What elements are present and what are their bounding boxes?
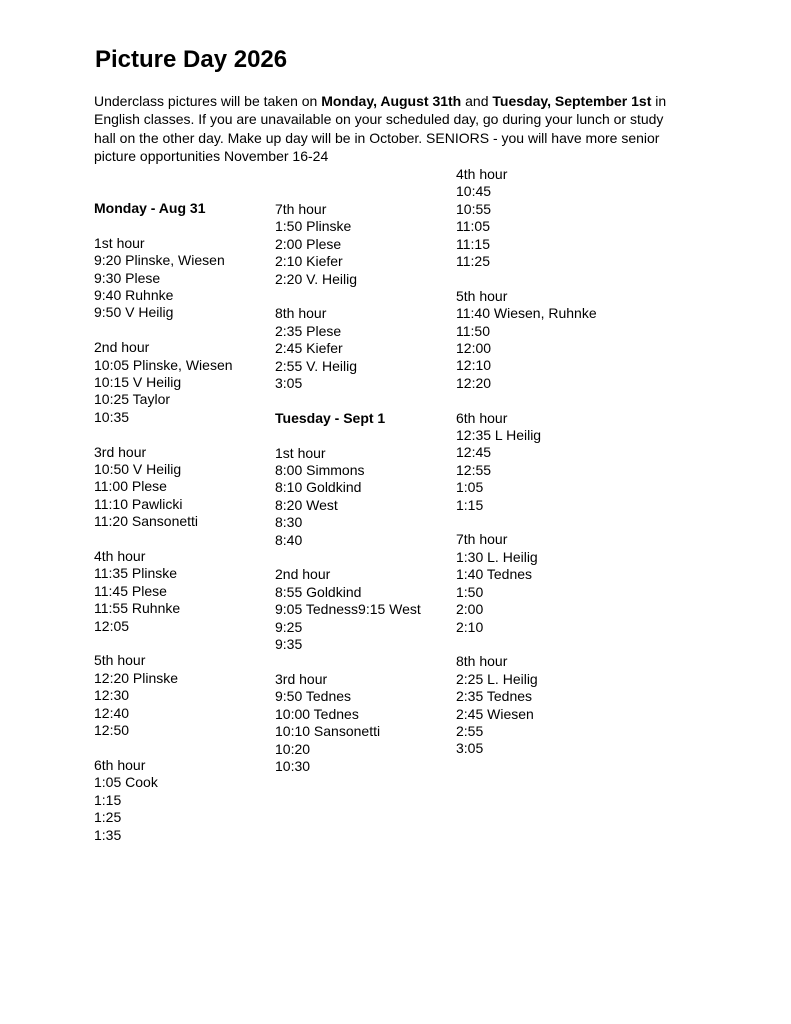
schedule-entry: 3rd hour — [94, 443, 147, 460]
schedule-entry: 1:15 — [94, 791, 122, 808]
schedule-entry: 9:35 — [275, 636, 303, 653]
schedule-entry: 2nd hour — [275, 566, 331, 583]
schedule-entry: 8:30 — [275, 514, 303, 531]
schedule-entry: 3:05 — [456, 740, 484, 757]
schedule-entry: 1:15 — [456, 496, 484, 513]
schedule-column-1 — [94, 200, 272, 844]
schedule-entry: 11:35 Plinske — [94, 565, 178, 582]
schedule-entry: 7th hour — [456, 531, 508, 548]
schedule-entry: 10:25 Taylor — [94, 391, 171, 408]
schedule-entry: 2:25 L. Heilig — [456, 670, 538, 687]
schedule-entry: 1:40 Tednes — [456, 566, 533, 583]
schedule-entry: 8:55 Goldkind — [275, 583, 362, 600]
day-heading: Monday - Aug 31 — [94, 200, 206, 216]
schedule-entry: 2:35 Tednes — [456, 688, 533, 705]
spacer — [456, 636, 634, 653]
schedule-entry: 12:35 L Heilig — [456, 427, 542, 444]
schedule-entry: 12:45 — [456, 444, 492, 461]
schedule-entry: 1:50 — [456, 583, 484, 600]
schedule-entry: 2:00 — [456, 601, 484, 618]
schedule-entry: 1st hour — [94, 234, 145, 251]
schedule-entry: 5th hour — [94, 652, 146, 669]
schedule-entry: 9:50 Tednes — [275, 688, 352, 705]
intro-text-1: Underclass pictures will be taken on — [94, 93, 322, 109]
schedule-entry: 10:45 — [456, 183, 492, 200]
schedule-entry: 1:05 — [456, 479, 484, 496]
schedule-entry: 4th hour — [94, 548, 146, 565]
schedule-entry: 3rd hour — [275, 670, 328, 687]
schedule-entry: 2:10 Kiefer — [275, 253, 343, 270]
day-heading: Tuesday - Sept 1 — [275, 409, 386, 426]
schedule-entry: 9:25 — [275, 618, 303, 635]
spacer — [275, 288, 453, 305]
schedule-entry: 12:55 — [456, 461, 492, 478]
spacer — [94, 322, 272, 339]
schedule-entry: 1:35 — [94, 826, 122, 843]
schedule-entry: 8:20 West — [275, 496, 338, 513]
spacer — [94, 635, 272, 652]
schedule-entry: 12:30 — [94, 687, 130, 704]
schedule-entry: 9:50 V Heilig — [94, 304, 174, 321]
schedule-entry: 12:20 — [456, 374, 492, 391]
schedule-entry: 10:50 V Heilig — [94, 461, 182, 478]
schedule-entry: 11:00 Plese — [94, 478, 167, 495]
schedule-entry: 10:15 V Heilig — [94, 374, 182, 391]
spacer — [456, 270, 634, 287]
schedule-entry: 2:10 — [456, 618, 484, 635]
schedule-entry: 3:05 — [275, 375, 303, 392]
schedule-entry: 12:10 — [456, 357, 492, 374]
schedule-column-3 — [456, 166, 634, 758]
schedule-entry: 11:50 — [456, 322, 490, 339]
schedule-entry: 1st hour — [275, 444, 326, 461]
schedule-entry: 4th hour — [456, 166, 508, 182]
spacer — [275, 427, 453, 444]
schedule-entry: 1:05 Cook — [94, 774, 158, 791]
schedule-entry: 7th hour — [275, 201, 327, 217]
schedule-entry: 12:00 — [456, 340, 492, 357]
schedule-entry: 1:25 — [94, 809, 122, 826]
page-title: Picture Day 2026 — [95, 46, 288, 73]
spacer — [275, 392, 453, 409]
schedule-column-2 — [275, 201, 453, 775]
spacer — [275, 654, 453, 671]
schedule-entry: 10:20 — [275, 740, 311, 757]
schedule-entry: 2:45 Kiefer — [275, 340, 343, 357]
spacer — [456, 392, 634, 409]
schedule-entry: 10:35 — [94, 408, 130, 425]
schedule-entry: 8:10 Goldkind — [275, 479, 362, 496]
schedule-entry: 11:20 Sansonetti — [94, 513, 199, 530]
schedule-entry: 1:50 Plinske — [275, 218, 352, 235]
schedule-entry: 6th hour — [456, 409, 508, 426]
schedule-entry: 9:30 Plese — [94, 269, 161, 286]
schedule-entry: 11:15 — [456, 235, 490, 252]
schedule-entry: 8th hour — [456, 653, 508, 670]
spacer — [94, 217, 272, 234]
spacer — [94, 740, 272, 757]
schedule-entry: 12:05 — [94, 617, 130, 634]
intro-paragraph — [94, 92, 684, 165]
schedule-entry: 5th hour — [456, 287, 508, 304]
schedule-entry: 6th hour — [94, 756, 146, 773]
schedule-entry: 9:20 Plinske, Wiesen — [94, 252, 225, 269]
schedule-entry: 9:40 Ruhnke — [94, 287, 174, 304]
schedule-entry: 2:45 Wiesen — [456, 705, 534, 722]
schedule-entry: 2nd hour — [94, 339, 150, 356]
spacer — [456, 514, 634, 531]
schedule-entry: 11:25 — [456, 253, 490, 270]
schedule-entry: 8:40 — [275, 531, 303, 548]
schedule-entry: 11:45 Plese — [94, 582, 167, 599]
schedule-entry: 8th hour — [275, 305, 327, 322]
schedule-entry: 8:00 Simmons — [275, 462, 365, 479]
intro-monday-date: Monday, August 31th — [321, 93, 462, 109]
schedule-entry: 10:00 Tednes — [275, 705, 359, 722]
schedule-entry: 11:05 — [456, 218, 490, 235]
schedule-entry: 12:20 Plinske — [94, 669, 179, 686]
schedule-entry: 10:30 — [275, 757, 311, 774]
intro-tuesday-date: Tuesday, September 1st — [492, 93, 652, 109]
schedule-entry: 10:10 Sansonetti — [275, 723, 381, 740]
spacer — [94, 426, 272, 443]
schedule-entry: 2:20 V. Heilig — [275, 270, 357, 287]
schedule-entry: 11:40 Wiesen, Ruhnke — [456, 305, 597, 322]
schedule-entry: 10:55 — [456, 200, 492, 217]
schedule-entry: 11:55 Ruhnke — [94, 600, 181, 617]
schedule-entry: 1:30 L. Heilig — [456, 548, 538, 565]
schedule-entry: 2:35 Plese — [275, 322, 342, 339]
intro-text-2: and — [461, 93, 493, 109]
schedule-entry: 2:55 V. Heilig — [275, 357, 357, 374]
spacer — [275, 549, 453, 566]
intro-text-3: in English classes. If you are unavailable on your scheduled day, go during your lunch or study hall on the other day. Make up day will be in October. SENIORS - you will have more senior picture opportunities November 16-24 — [94, 93, 667, 164]
schedule-entry: 12:40 — [94, 704, 130, 721]
schedule-entry: 2:55 — [456, 722, 484, 739]
schedule-entry: 10:05 Plinske, Wiesen — [94, 356, 233, 373]
spacer — [94, 531, 272, 548]
schedule-entry: 12:50 — [94, 722, 130, 739]
schedule-entry: 9:05 Tedness9:15 West — [275, 601, 421, 618]
schedule-entry: 11:10 Pawlicki — [94, 495, 183, 512]
schedule-entry: 2:00 Plese — [275, 235, 342, 252]
